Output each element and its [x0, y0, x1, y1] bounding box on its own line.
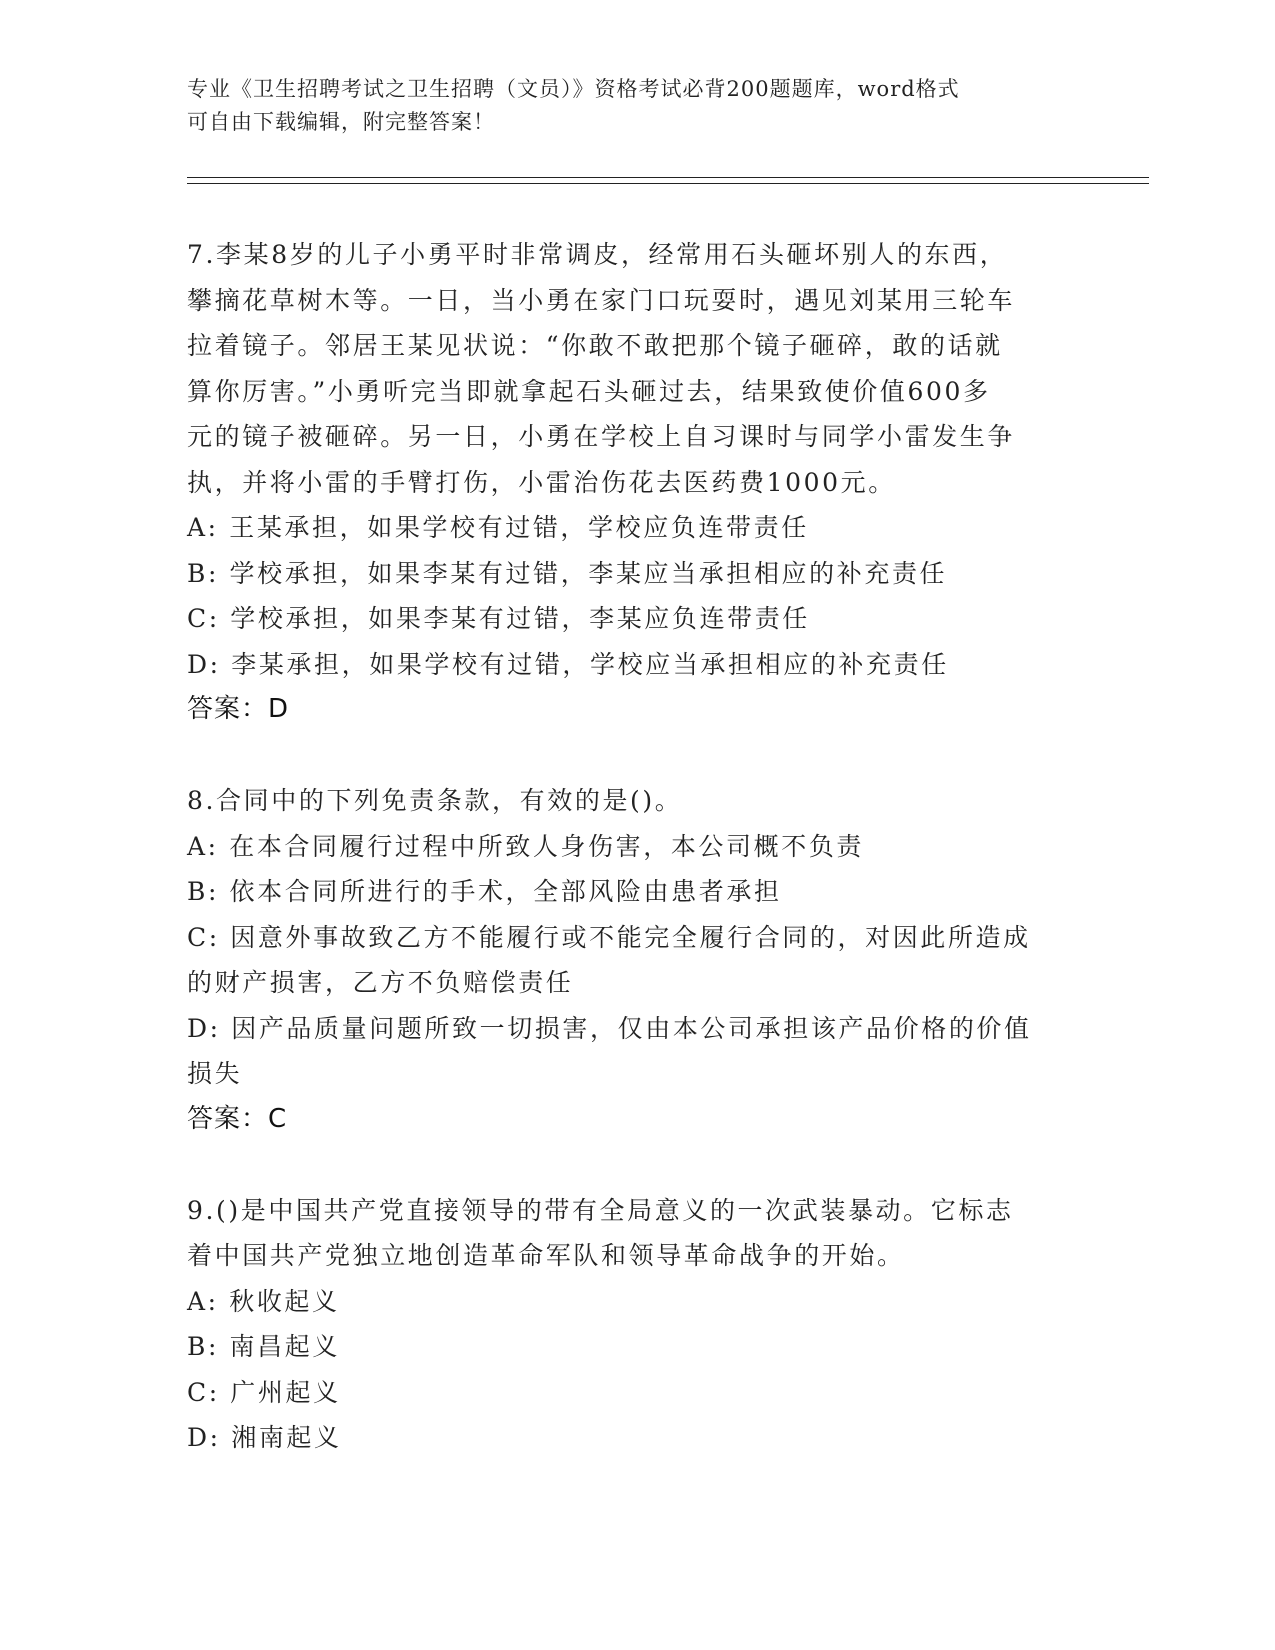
option-a: A: 王某承担，如果学校有过错，学校应负连带责任: [187, 513, 809, 542]
option-b: B: 学校承担，如果李某有过错，李某应当承担相应的补充责任: [187, 558, 948, 588]
question-spacer: [187, 733, 1087, 779]
option-d: D: 李某承担，如果学校有过错，学校应当承担相应的补充责任: [187, 649, 949, 679]
question-stem-line: 攀摘花草树木等。一日，当小勇在家门口玩耍时，遇见刘某用三轮车: [187, 285, 1016, 315]
header-divider-bottom: [187, 183, 1149, 184]
option-c-continued: 的财产损害，乙方不负赔偿责任: [187, 968, 574, 997]
question-stem-line: 9.()是中国共产党直接领导的带有全局意义的一次武装暴动。它标志: [187, 1195, 1014, 1225]
question-stem-line: 执，并将小雷的手臂打伤，小雷治伤花去医药费1000元。: [187, 467, 896, 497]
option-a: A: 在本合同履行过程中所致人身伤害，本公司概不负责: [187, 831, 865, 861]
question-7: [187, 232, 1087, 733]
question-stem-line: 元的镜子被砸碎。另一日，小勇在学校上自习课时与同学小雷发生争: [187, 422, 1016, 451]
option-d: D: 因产品质量问题所致一切损害，仅由本公司承担该产品价格的价值: [187, 1013, 1032, 1043]
document-header: [187, 73, 1067, 139]
option-c: C: 广州起义: [187, 1377, 341, 1407]
header-divider-top: [187, 177, 1149, 178]
question-stem-line: 拉着镜子。邻居王某见状说：“你敢不敢把那个镜子砸碎，敢的话就: [187, 331, 1003, 360]
question-stem-line: 算你厉害。”小勇听完当即就拿起石头砸过去，结果致使价值600多: [187, 376, 991, 406]
question-spacer: [187, 1142, 1087, 1188]
question-list: [187, 232, 1087, 1461]
header-title-line-1: 专业《卫生招聘考试之卫生招聘（文员）》资格考试必背200题题库，word格式: [187, 77, 960, 101]
question-9: [187, 1188, 1087, 1461]
option-b: B: 依本合同所进行的手术，全部风险由患者承担: [187, 877, 782, 906]
header-title-line-2: 可自由下载编辑，附完整答案！: [187, 110, 495, 134]
question-stem-line: 7.李某8岁的儿子小勇平时非常调皮，经常用石头砸坏别人的东西，: [187, 240, 1008, 269]
option-d-continued: 损失: [187, 1059, 243, 1088]
option-a: A: 秋收起义: [187, 1286, 340, 1316]
option-d: D: 湘南起义: [187, 1423, 342, 1452]
option-c: C: 因意外事故致乙方不能履行或不能完全履行合同的，对因此所造成: [187, 922, 1031, 952]
question-8: [187, 778, 1087, 1142]
option-c: C: 学校承担，如果李某有过错，李某应负连带责任: [187, 604, 810, 633]
question-stem-line: 着中国共产党独立地创造革命军队和领导革命战争的开始。: [187, 1241, 905, 1270]
question-stem-line: 8.合同中的下列免责条款，有效的是()。: [187, 786, 683, 815]
option-b: B: 南昌起义: [187, 1332, 340, 1361]
answer-label: 答案：C: [187, 1103, 288, 1134]
answer-label: 答案：D: [187, 694, 290, 724]
